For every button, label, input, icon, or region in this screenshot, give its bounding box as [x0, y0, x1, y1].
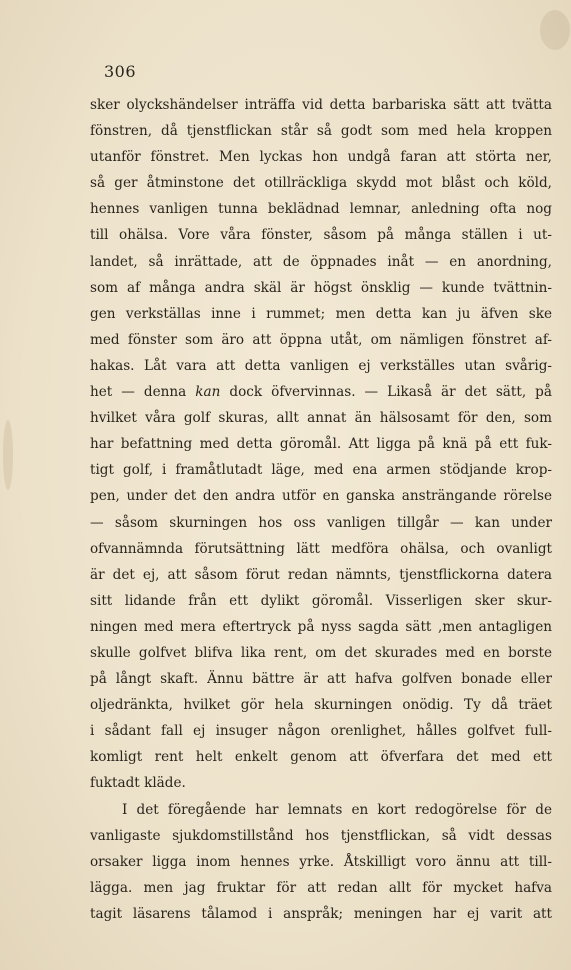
- text-line: — såsom skurningen hos oss vanligen tillgår — kan under: [90, 514, 552, 531]
- text-line: skulle golfvet blifva lika rent, om det skurades med en borste: [90, 644, 552, 661]
- text-line: hvilket våra golf skuras, allt annat än hälsosamt för den, som: [90, 410, 552, 427]
- text-line: hakas. Låt vara att detta vanligen ej verkställes utan svårig-: [90, 357, 552, 374]
- text-line: är det ej, att såsom förut redan nämnts, tjenstflickorna datera: [90, 566, 552, 583]
- text-line: hennes vanligen tunna beklädnad lemnar, anledning ofta nog: [90, 201, 552, 218]
- page-number: 306: [104, 62, 137, 81]
- text-line: har befattning med detta göromål. Att ligga på knä på ett fuk-: [90, 436, 552, 453]
- text-line: i sådant fall ej insuger någon orenlighet, hålles golfvet full-: [90, 723, 552, 740]
- text-line: landet, så inrättade, att de öppnades inåt — en anordning,: [90, 253, 552, 270]
- text-line: oljedränkta, hvilket gör hela skurningen onödig. Ty då träet: [90, 697, 552, 714]
- text-line: ofvannämnda förutsättning lätt medföra ohälsa, och ovanligt: [90, 540, 552, 557]
- text-line: som af många andra skäl är högst önsklig — kunde tvättnin-: [90, 279, 552, 296]
- text-line-content: het — denna kan dock öfvervinnas. — Likaså är det sätt, på: [90, 384, 552, 401]
- text-line: komligt rent helt enkelt genom att öfverfara det med ett: [90, 749, 552, 766]
- text-line: med fönster som äro att öppna utåt, om nämligen fönstret af-: [90, 331, 552, 348]
- text-line: på långt skaft. Ännu bättre är att hafva golfven bonade eller: [90, 671, 552, 688]
- text-line: fuktadt kläde.: [90, 775, 186, 792]
- text-line: utanför fönstret. Men lyckas hon undgå faran att störta ner,: [90, 149, 552, 166]
- body-text: [90, 92, 552, 927]
- text-line: gen verkställas inne i rummet; men detta kan ju äfven ske: [90, 305, 552, 322]
- text-line: sitt lidande från ett dylikt göromål. Visserligen sker skur-: [90, 592, 552, 609]
- text-line: I det föregående har lemnats en kort redogörelse för de: [122, 801, 552, 818]
- text-line: så ger åtminstone det otillräckliga skydd mot blåst och köld,: [90, 175, 552, 192]
- text-line: tigt golf, i framåtlutadt läge, med ena armen stödjande krop-: [90, 462, 552, 479]
- text-line: sker olyckshändelser inträffa vid detta barbariska sätt att tvätta: [90, 97, 552, 113]
- text-line: lägga. men jag fruktar för att redan allt för mycket hafva: [90, 879, 552, 896]
- text-line: fönstren, då tjenstflickan står så godt som med hela kroppen: [90, 123, 552, 140]
- text-line: tagit läsarens tålamod i anspråk; meningen har ej varit att: [90, 905, 552, 922]
- text-line: orsaker ligga inom hennes yrke. Åtskilligt voro ännu att till-: [90, 853, 552, 870]
- text-line: vanligaste sjukdomstillstånd hos tjenstflickan, så vidt dessas: [90, 827, 552, 844]
- text-line: ningen med mera eftertryck på nyss sagda sätt ,men antagligen: [90, 618, 552, 635]
- paper-stain: [3, 420, 13, 490]
- text-line: pen, under det den andra utför en ganska ansträngande rörelse: [90, 488, 552, 505]
- text-line: till ohälsa. Vore våra fönster, såsom på många ställen i ut-: [90, 227, 552, 244]
- text-line: [90, 379, 552, 405]
- paper-stain: [540, 10, 570, 50]
